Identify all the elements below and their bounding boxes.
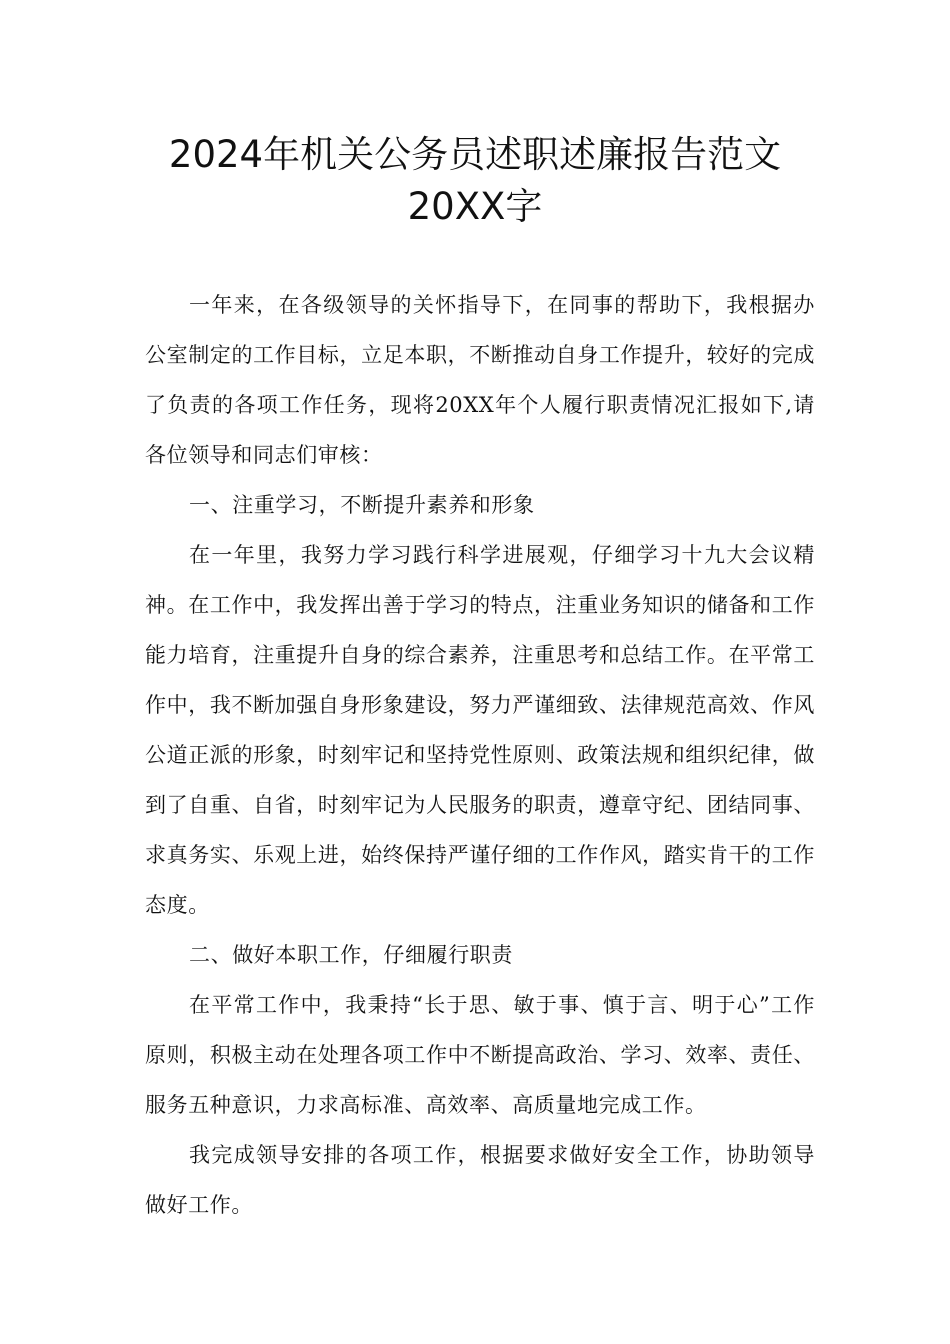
section-heading-1: 一、注重学习，不断提升素养和形象: [189, 493, 535, 517]
document-title-line-1: 2024年机关公务员述职述廉报告范文: [168, 133, 782, 176]
document-title-line-2: 20XX字: [407, 185, 543, 228]
intro-paragraph: 一年来，在各级领导的关怀指导下，在同事的帮助下，我根据办公室制定的工作目标，立足本职，不断推动自身工作提升，较好的完成了负责的各项工作任务，现将20XX年个人履行职责情况汇报如下,请各位领导和同志们审核：: [145, 293, 815, 467]
body-paragraph-3: 我完成领导安排的各项工作，根据要求做好安全工作，协助领导做好工作。: [145, 1143, 815, 1217]
body-paragraph-1: 在一年里，我努力学习践行科学进展观，仔细学习十九大会议精神。在工作中，我发挥出善于学习的特点，注重业务知识的储备和工作能力培育，注重提升自身的综合素养，注重思考和总结工作。在平常工作中，我不断加强自身形象建设，努力严谨细致、法律规范高效、作风公道正派的形象，时刻牢记和坚持党性原则、政策法规和组织纪律，做到了自重、自省，时刻牢记为人民服务的职责，遵章守纪、团结同事、求真务实、乐观上进，始终保持严谨仔细的工作作风，踏实肯干的工作态度。: [145, 543, 815, 917]
document-body: [145, 280, 815, 1230]
body-paragraph-2: 在平常工作中，我秉持“长于思、敏于事、慎于言、明于心”工作原则，积极主动在处理各项工作中不断提高政治、学习、效率、责任、服务五种意识，力求高标准、高效率、高质量地完成工作。: [145, 993, 815, 1117]
section-heading-2: 二、做好本职工作，仔细履行职责: [189, 943, 513, 967]
